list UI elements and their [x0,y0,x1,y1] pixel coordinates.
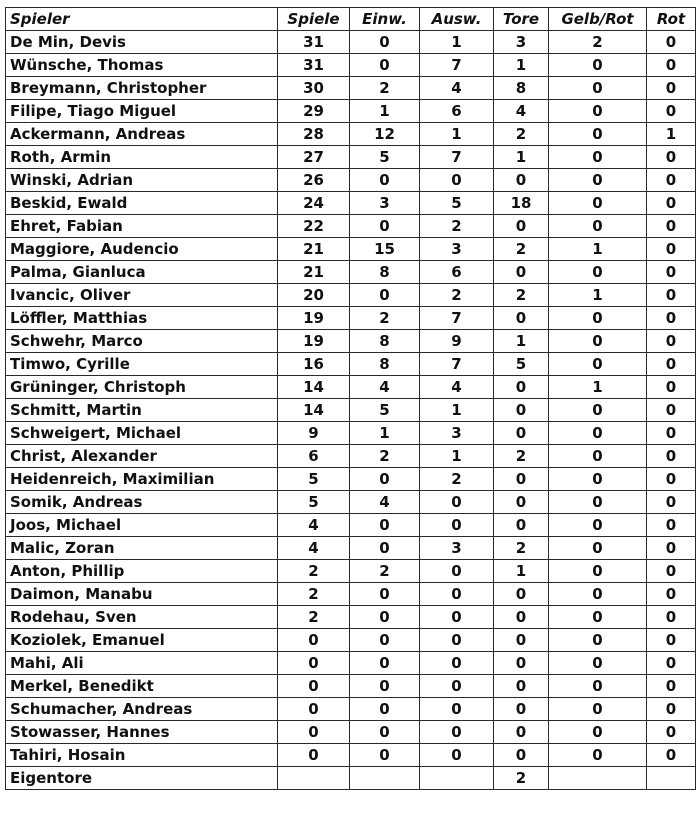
table-row [6,330,696,353]
subbed-out-cell: 1 [420,31,494,54]
games-cell: 30 [278,77,350,100]
subbed-in-cell: 0 [350,468,420,491]
red-cell: 0 [647,146,696,169]
subbed-in-cell: 0 [350,675,420,698]
goals-cell: 0 [494,629,549,652]
goals-cell: 1 [494,54,549,77]
subbed-in-cell: 0 [350,652,420,675]
player-name: Mahi, Ali [6,652,278,675]
table-row [6,445,696,468]
table-row [6,100,696,123]
yellow-red-cell: 2 [549,31,647,54]
red-cell: 0 [647,215,696,238]
yellow-red-cell: 0 [549,77,647,100]
yellow-red-cell: 0 [549,468,647,491]
games-cell: 5 [278,491,350,514]
subbed-out-cell: 0 [420,560,494,583]
player-name: Roth, Armin [6,146,278,169]
red-cell: 0 [647,77,696,100]
table-row [6,422,696,445]
table-row [6,606,696,629]
goals-cell: 0 [494,606,549,629]
subbed-in-cell: 0 [350,721,420,744]
yellow-red-cell: 0 [549,54,647,77]
player-name: Ivancic, Oliver [6,284,278,307]
games-cell: 4 [278,537,350,560]
goals-cell: 1 [494,146,549,169]
subbed-in-cell: 0 [350,31,420,54]
subbed-out-cell: 3 [420,537,494,560]
subbed-out-cell [420,767,494,790]
games-cell: 0 [278,652,350,675]
table-row [6,238,696,261]
subbed-out-cell: 2 [420,284,494,307]
games-cell: 5 [278,468,350,491]
subbed-in-cell: 0 [350,514,420,537]
player-name: Schumacher, Andreas [6,698,278,721]
player-name: Merkel, Benedikt [6,675,278,698]
player-name: Joos, Michael [6,514,278,537]
yellow-red-cell: 0 [549,583,647,606]
goals-cell: 0 [494,307,549,330]
player-name: Ackermann, Andreas [6,123,278,146]
yellow-red-cell: 0 [549,491,647,514]
red-cell: 0 [647,376,696,399]
goals-cell: 0 [494,491,549,514]
red-cell: 0 [647,560,696,583]
table-row [6,307,696,330]
games-cell: 19 [278,330,350,353]
red-cell: 0 [647,422,696,445]
subbed-out-cell: 7 [420,353,494,376]
yellow-red-cell: 0 [549,721,647,744]
table-row [6,215,696,238]
subbed-in-cell: 0 [350,606,420,629]
goals-cell: 5 [494,353,549,376]
subbed-in-cell: 5 [350,146,420,169]
red-cell: 0 [647,468,696,491]
subbed-out-cell: 0 [420,698,494,721]
red-cell: 0 [647,100,696,123]
subbed-in-cell: 15 [350,238,420,261]
red-cell: 0 [647,307,696,330]
subbed-out-cell: 5 [420,192,494,215]
table-row [6,491,696,514]
table-row [6,353,696,376]
subbed-in-cell: 0 [350,284,420,307]
goals-cell: 0 [494,376,549,399]
red-cell: 0 [647,721,696,744]
goals-cell: 0 [494,514,549,537]
table-row [6,399,696,422]
red-cell: 0 [647,698,696,721]
subbed-in-cell: 2 [350,307,420,330]
subbed-in-cell: 12 [350,123,420,146]
games-cell: 2 [278,583,350,606]
goals-cell: 3 [494,31,549,54]
goals-cell: 1 [494,330,549,353]
games-cell: 21 [278,238,350,261]
goals-cell: 2 [494,284,549,307]
yellow-red-cell: 1 [549,238,647,261]
subbed-out-cell: 4 [420,376,494,399]
header-gelb-rot: Gelb/Rot [549,8,647,31]
yellow-red-cell: 1 [549,376,647,399]
goals-cell: 0 [494,744,549,767]
header-ausw: Ausw. [420,8,494,31]
red-cell: 0 [647,330,696,353]
subbed-in-cell: 0 [350,698,420,721]
games-cell: 20 [278,284,350,307]
subbed-in-cell: 2 [350,77,420,100]
player-name: Tahiri, Hosain [6,744,278,767]
player-name: Anton, Phillip [6,560,278,583]
header-rot: Rot [647,8,696,31]
player-name: Grüninger, Christoph [6,376,278,399]
player-name: Löffler, Matthias [6,307,278,330]
red-cell: 0 [647,169,696,192]
subbed-out-cell: 0 [420,744,494,767]
games-cell: 22 [278,215,350,238]
yellow-red-cell: 0 [549,215,647,238]
subbed-out-cell: 1 [420,399,494,422]
table-row [6,583,696,606]
table-row [6,560,696,583]
subbed-in-cell: 0 [350,169,420,192]
subbed-in-cell: 0 [350,215,420,238]
goals-cell: 0 [494,215,549,238]
red-cell: 0 [647,54,696,77]
header-spieler: Spieler [6,8,278,31]
yellow-red-cell: 0 [549,629,647,652]
yellow-red-cell: 0 [549,100,647,123]
table-row [6,54,696,77]
subbed-out-cell: 7 [420,307,494,330]
table-row [6,123,696,146]
games-cell: 0 [278,721,350,744]
games-cell: 31 [278,31,350,54]
player-name: Rodehau, Sven [6,606,278,629]
red-cell: 0 [647,238,696,261]
games-cell: 24 [278,192,350,215]
player-name: Wünsche, Thomas [6,54,278,77]
red-cell: 0 [647,445,696,468]
table-row [6,767,696,790]
table-row [6,468,696,491]
table-row [6,629,696,652]
red-cell: 0 [647,31,696,54]
games-cell: 29 [278,100,350,123]
subbed-out-cell: 0 [420,514,494,537]
goals-cell: 8 [494,77,549,100]
table-body [6,31,696,790]
games-cell: 14 [278,376,350,399]
yellow-red-cell: 0 [549,560,647,583]
player-name: Ehret, Fabian [6,215,278,238]
goals-cell: 0 [494,721,549,744]
games-cell: 2 [278,606,350,629]
goals-cell: 0 [494,583,549,606]
table-row [6,744,696,767]
yellow-red-cell: 0 [549,514,647,537]
goals-cell: 1 [494,560,549,583]
subbed-out-cell: 0 [420,629,494,652]
games-cell: 9 [278,422,350,445]
player-name: De Min, Devis [6,31,278,54]
subbed-in-cell: 1 [350,100,420,123]
subbed-in-cell: 5 [350,399,420,422]
games-cell: 0 [278,675,350,698]
subbed-out-cell: 7 [420,146,494,169]
subbed-out-cell: 1 [420,445,494,468]
subbed-out-cell: 0 [420,169,494,192]
yellow-red-cell: 0 [549,698,647,721]
player-stats-table [5,7,696,790]
subbed-out-cell: 1 [420,123,494,146]
yellow-red-cell: 0 [549,261,647,284]
red-cell: 0 [647,652,696,675]
red-cell: 0 [647,537,696,560]
goals-cell: 0 [494,652,549,675]
player-name: Heidenreich, Maximilian [6,468,278,491]
player-name: Eigentore [6,767,278,790]
player-name: Malic, Zoran [6,537,278,560]
table-row [6,169,696,192]
games-cell: 0 [278,629,350,652]
games-cell: 27 [278,146,350,169]
red-cell: 0 [647,491,696,514]
subbed-in-cell: 0 [350,54,420,77]
header-row [6,8,696,31]
red-cell: 0 [647,284,696,307]
goals-cell: 0 [494,399,549,422]
yellow-red-cell: 0 [549,123,647,146]
goals-cell: 0 [494,698,549,721]
player-name: Christ, Alexander [6,445,278,468]
table-row [6,675,696,698]
games-cell: 21 [278,261,350,284]
red-cell: 0 [647,261,696,284]
red-cell: 0 [647,192,696,215]
table-row [6,698,696,721]
table-row [6,192,696,215]
subbed-in-cell: 0 [350,583,420,606]
goals-cell: 2 [494,238,549,261]
subbed-in-cell: 4 [350,491,420,514]
player-name: Timwo, Cyrille [6,353,278,376]
games-cell: 4 [278,514,350,537]
table-row [6,31,696,54]
red-cell: 0 [647,514,696,537]
yellow-red-cell [549,767,647,790]
subbed-in-cell: 8 [350,261,420,284]
player-name: Palma, Gianluca [6,261,278,284]
player-name: Beskid, Ewald [6,192,278,215]
header-tore: Tore [494,8,549,31]
games-cell: 31 [278,54,350,77]
games-cell: 2 [278,560,350,583]
games-cell: 19 [278,307,350,330]
player-name: Somik, Andreas [6,491,278,514]
red-cell: 0 [647,583,696,606]
player-name: Schweigert, Michael [6,422,278,445]
games-cell: 0 [278,744,350,767]
subbed-out-cell: 3 [420,238,494,261]
player-name: Koziolek, Emanuel [6,629,278,652]
header-einw: Einw. [350,8,420,31]
games-cell: 26 [278,169,350,192]
games-cell: 16 [278,353,350,376]
red-cell [647,767,696,790]
yellow-red-cell: 0 [549,744,647,767]
yellow-red-cell: 0 [549,169,647,192]
subbed-out-cell: 3 [420,422,494,445]
table-row [6,537,696,560]
table-row [6,146,696,169]
yellow-red-cell: 0 [549,146,647,169]
subbed-out-cell: 0 [420,606,494,629]
subbed-out-cell: 0 [420,583,494,606]
header-spiele: Spiele [278,8,350,31]
yellow-red-cell: 0 [549,353,647,376]
yellow-red-cell: 0 [549,192,647,215]
goals-cell: 0 [494,468,549,491]
player-name: Maggiore, Audencio [6,238,278,261]
yellow-red-cell: 0 [549,606,647,629]
subbed-in-cell: 2 [350,560,420,583]
goals-cell: 2 [494,537,549,560]
games-cell: 0 [278,698,350,721]
red-cell: 0 [647,353,696,376]
player-name: Breymann, Christopher [6,77,278,100]
games-cell [278,767,350,790]
subbed-in-cell: 4 [350,376,420,399]
yellow-red-cell: 0 [549,422,647,445]
table-row [6,284,696,307]
yellow-red-cell: 0 [549,675,647,698]
subbed-out-cell: 7 [420,54,494,77]
subbed-out-cell: 0 [420,652,494,675]
table-row [6,514,696,537]
games-cell: 14 [278,399,350,422]
player-name: Daimon, Manabu [6,583,278,606]
yellow-red-cell: 1 [549,284,647,307]
goals-cell: 0 [494,261,549,284]
goals-cell: 0 [494,675,549,698]
goals-cell: 0 [494,422,549,445]
goals-cell: 2 [494,445,549,468]
subbed-in-cell: 3 [350,192,420,215]
subbed-out-cell: 2 [420,468,494,491]
subbed-in-cell: 0 [350,744,420,767]
yellow-red-cell: 0 [549,652,647,675]
red-cell: 0 [647,629,696,652]
games-cell: 28 [278,123,350,146]
subbed-out-cell: 9 [420,330,494,353]
red-cell: 0 [647,606,696,629]
yellow-red-cell: 0 [549,537,647,560]
player-name: Filipe, Tiago Miguel [6,100,278,123]
subbed-out-cell: 0 [420,675,494,698]
red-cell: 0 [647,675,696,698]
subbed-in-cell: 2 [350,445,420,468]
yellow-red-cell: 0 [549,307,647,330]
table-row [6,721,696,744]
red-cell: 0 [647,399,696,422]
red-cell: 0 [647,744,696,767]
yellow-red-cell: 0 [549,399,647,422]
subbed-in-cell: 8 [350,353,420,376]
subbed-in-cell: 0 [350,537,420,560]
table-row [6,376,696,399]
subbed-out-cell: 6 [420,261,494,284]
subbed-out-cell: 4 [420,77,494,100]
subbed-out-cell: 2 [420,215,494,238]
subbed-in-cell: 1 [350,422,420,445]
table-row [6,261,696,284]
subbed-out-cell: 0 [420,491,494,514]
player-name: Schmitt, Martin [6,399,278,422]
player-name: Stowasser, Hannes [6,721,278,744]
subbed-in-cell [350,767,420,790]
yellow-red-cell: 0 [549,445,647,468]
goals-cell: 4 [494,100,549,123]
games-cell: 6 [278,445,350,468]
goals-cell: 18 [494,192,549,215]
goals-cell: 2 [494,123,549,146]
player-name: Winski, Adrian [6,169,278,192]
subbed-in-cell: 8 [350,330,420,353]
table-row [6,77,696,100]
subbed-in-cell: 0 [350,629,420,652]
red-cell: 1 [647,123,696,146]
table-row [6,652,696,675]
subbed-out-cell: 0 [420,721,494,744]
goals-cell: 2 [494,767,549,790]
subbed-out-cell: 6 [420,100,494,123]
yellow-red-cell: 0 [549,330,647,353]
goals-cell: 0 [494,169,549,192]
player-name: Schwehr, Marco [6,330,278,353]
